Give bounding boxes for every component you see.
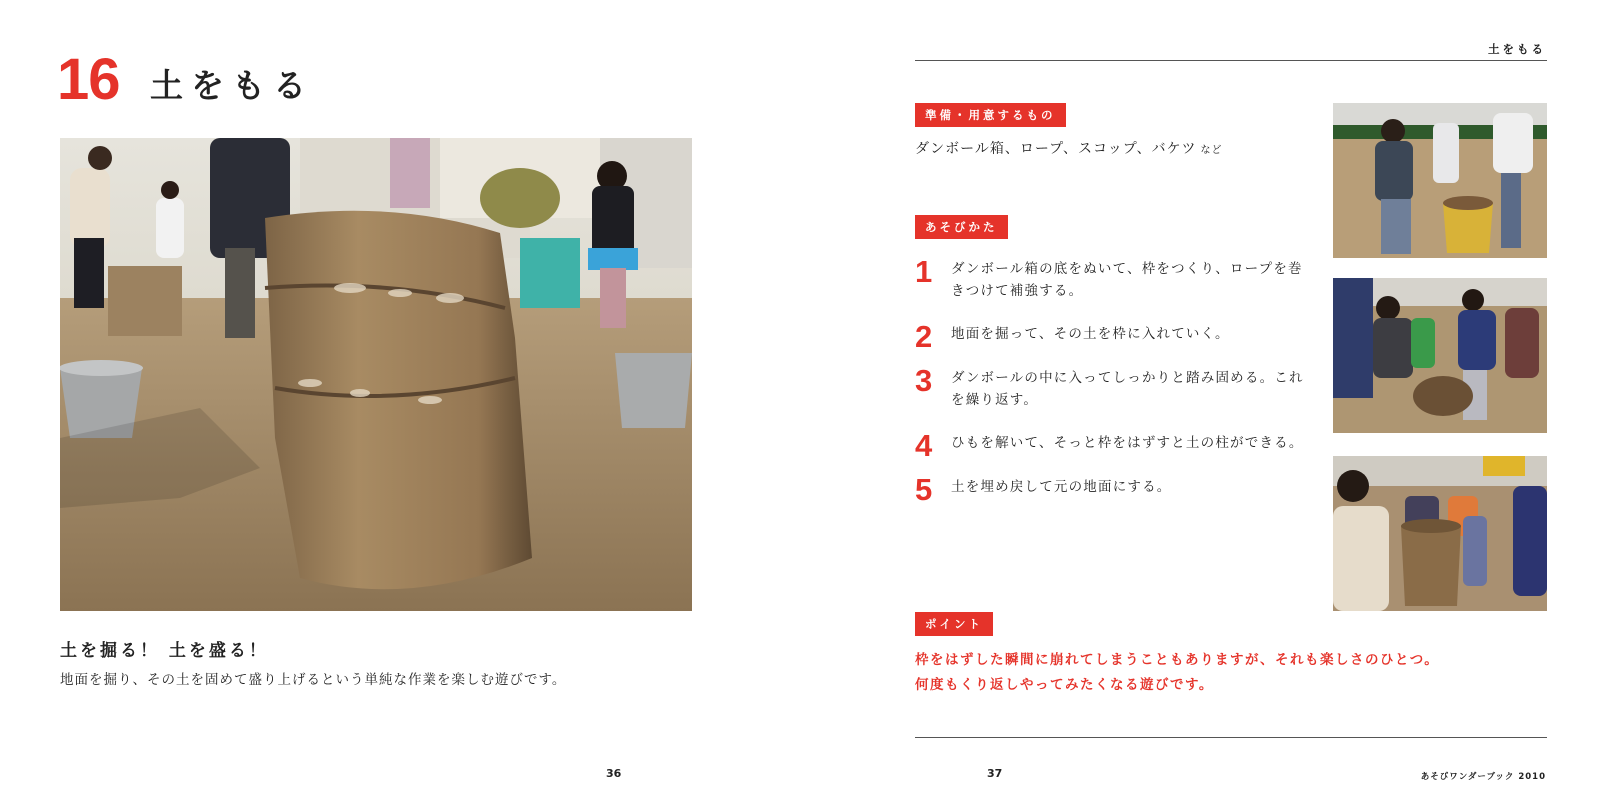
page-number-right: 37 <box>987 767 1003 780</box>
step-text: ひもを解いて、そっと枠をはずすと土の柱ができる。 <box>951 435 1304 451</box>
point-label: ポイント <box>915 612 993 636</box>
step-text: 土を埋め戻して元の地面にする。 <box>951 479 1172 495</box>
chapter-number: 16 <box>57 47 120 112</box>
subhead: 土を掘る！ 土を盛る！ <box>60 641 269 661</box>
top-rule <box>915 60 1547 61</box>
running-head: 土をもる <box>1488 42 1546 56</box>
lead-text: 地面を掘り、その土を固めて盛り上げるという単純な作業を楽しむ遊びです。 <box>60 672 567 688</box>
side-photo-3 <box>1333 456 1547 611</box>
howto-label: あそびかた <box>915 215 1008 239</box>
bottom-rule <box>915 737 1547 738</box>
materials-text: ダンボール箱、ロープ、スコップ、バケツ <box>915 141 1197 157</box>
step-number: 4 <box>915 428 933 463</box>
materials-label: 準備・用意するもの <box>915 103 1066 127</box>
materials-suffix: など <box>1200 145 1223 156</box>
step-text: ダンボール箱の底をぬいて、枠をつくり、ロープを巻きつけて補強する。 <box>951 261 1303 299</box>
step-2 <box>915 319 1315 354</box>
step-text: 地面を掘って、その土を枠に入れていく。 <box>951 326 1230 342</box>
step-number: 1 <box>915 254 933 289</box>
point-line: 何度もくり返しやってみたくなる遊びです。 <box>915 677 1214 693</box>
chapter-title: 土をもる <box>150 66 314 105</box>
materials-list <box>915 138 1223 158</box>
step-text: ダンボールの中に入ってしっかりと踏み固める。これを繰り返す。 <box>951 370 1304 408</box>
page-number-left: 36 <box>606 767 622 780</box>
step-number: 3 <box>915 363 933 398</box>
point-text <box>915 648 1439 698</box>
step-4 <box>915 428 1315 463</box>
step-3 <box>915 363 1315 411</box>
step-number: 5 <box>915 472 933 507</box>
book-title-footer: あそびワンダーブック 2010 <box>1420 772 1546 782</box>
point-line: 枠をはずした瞬間に崩れてしまうこともありますが、それも楽しさのひとつ。 <box>915 652 1440 668</box>
step-1 <box>915 254 1315 302</box>
step-number: 2 <box>915 319 933 354</box>
main-photo <box>60 138 692 611</box>
side-photo-2 <box>1333 278 1547 433</box>
step-5 <box>915 472 1315 507</box>
side-photo-1 <box>1333 103 1547 258</box>
